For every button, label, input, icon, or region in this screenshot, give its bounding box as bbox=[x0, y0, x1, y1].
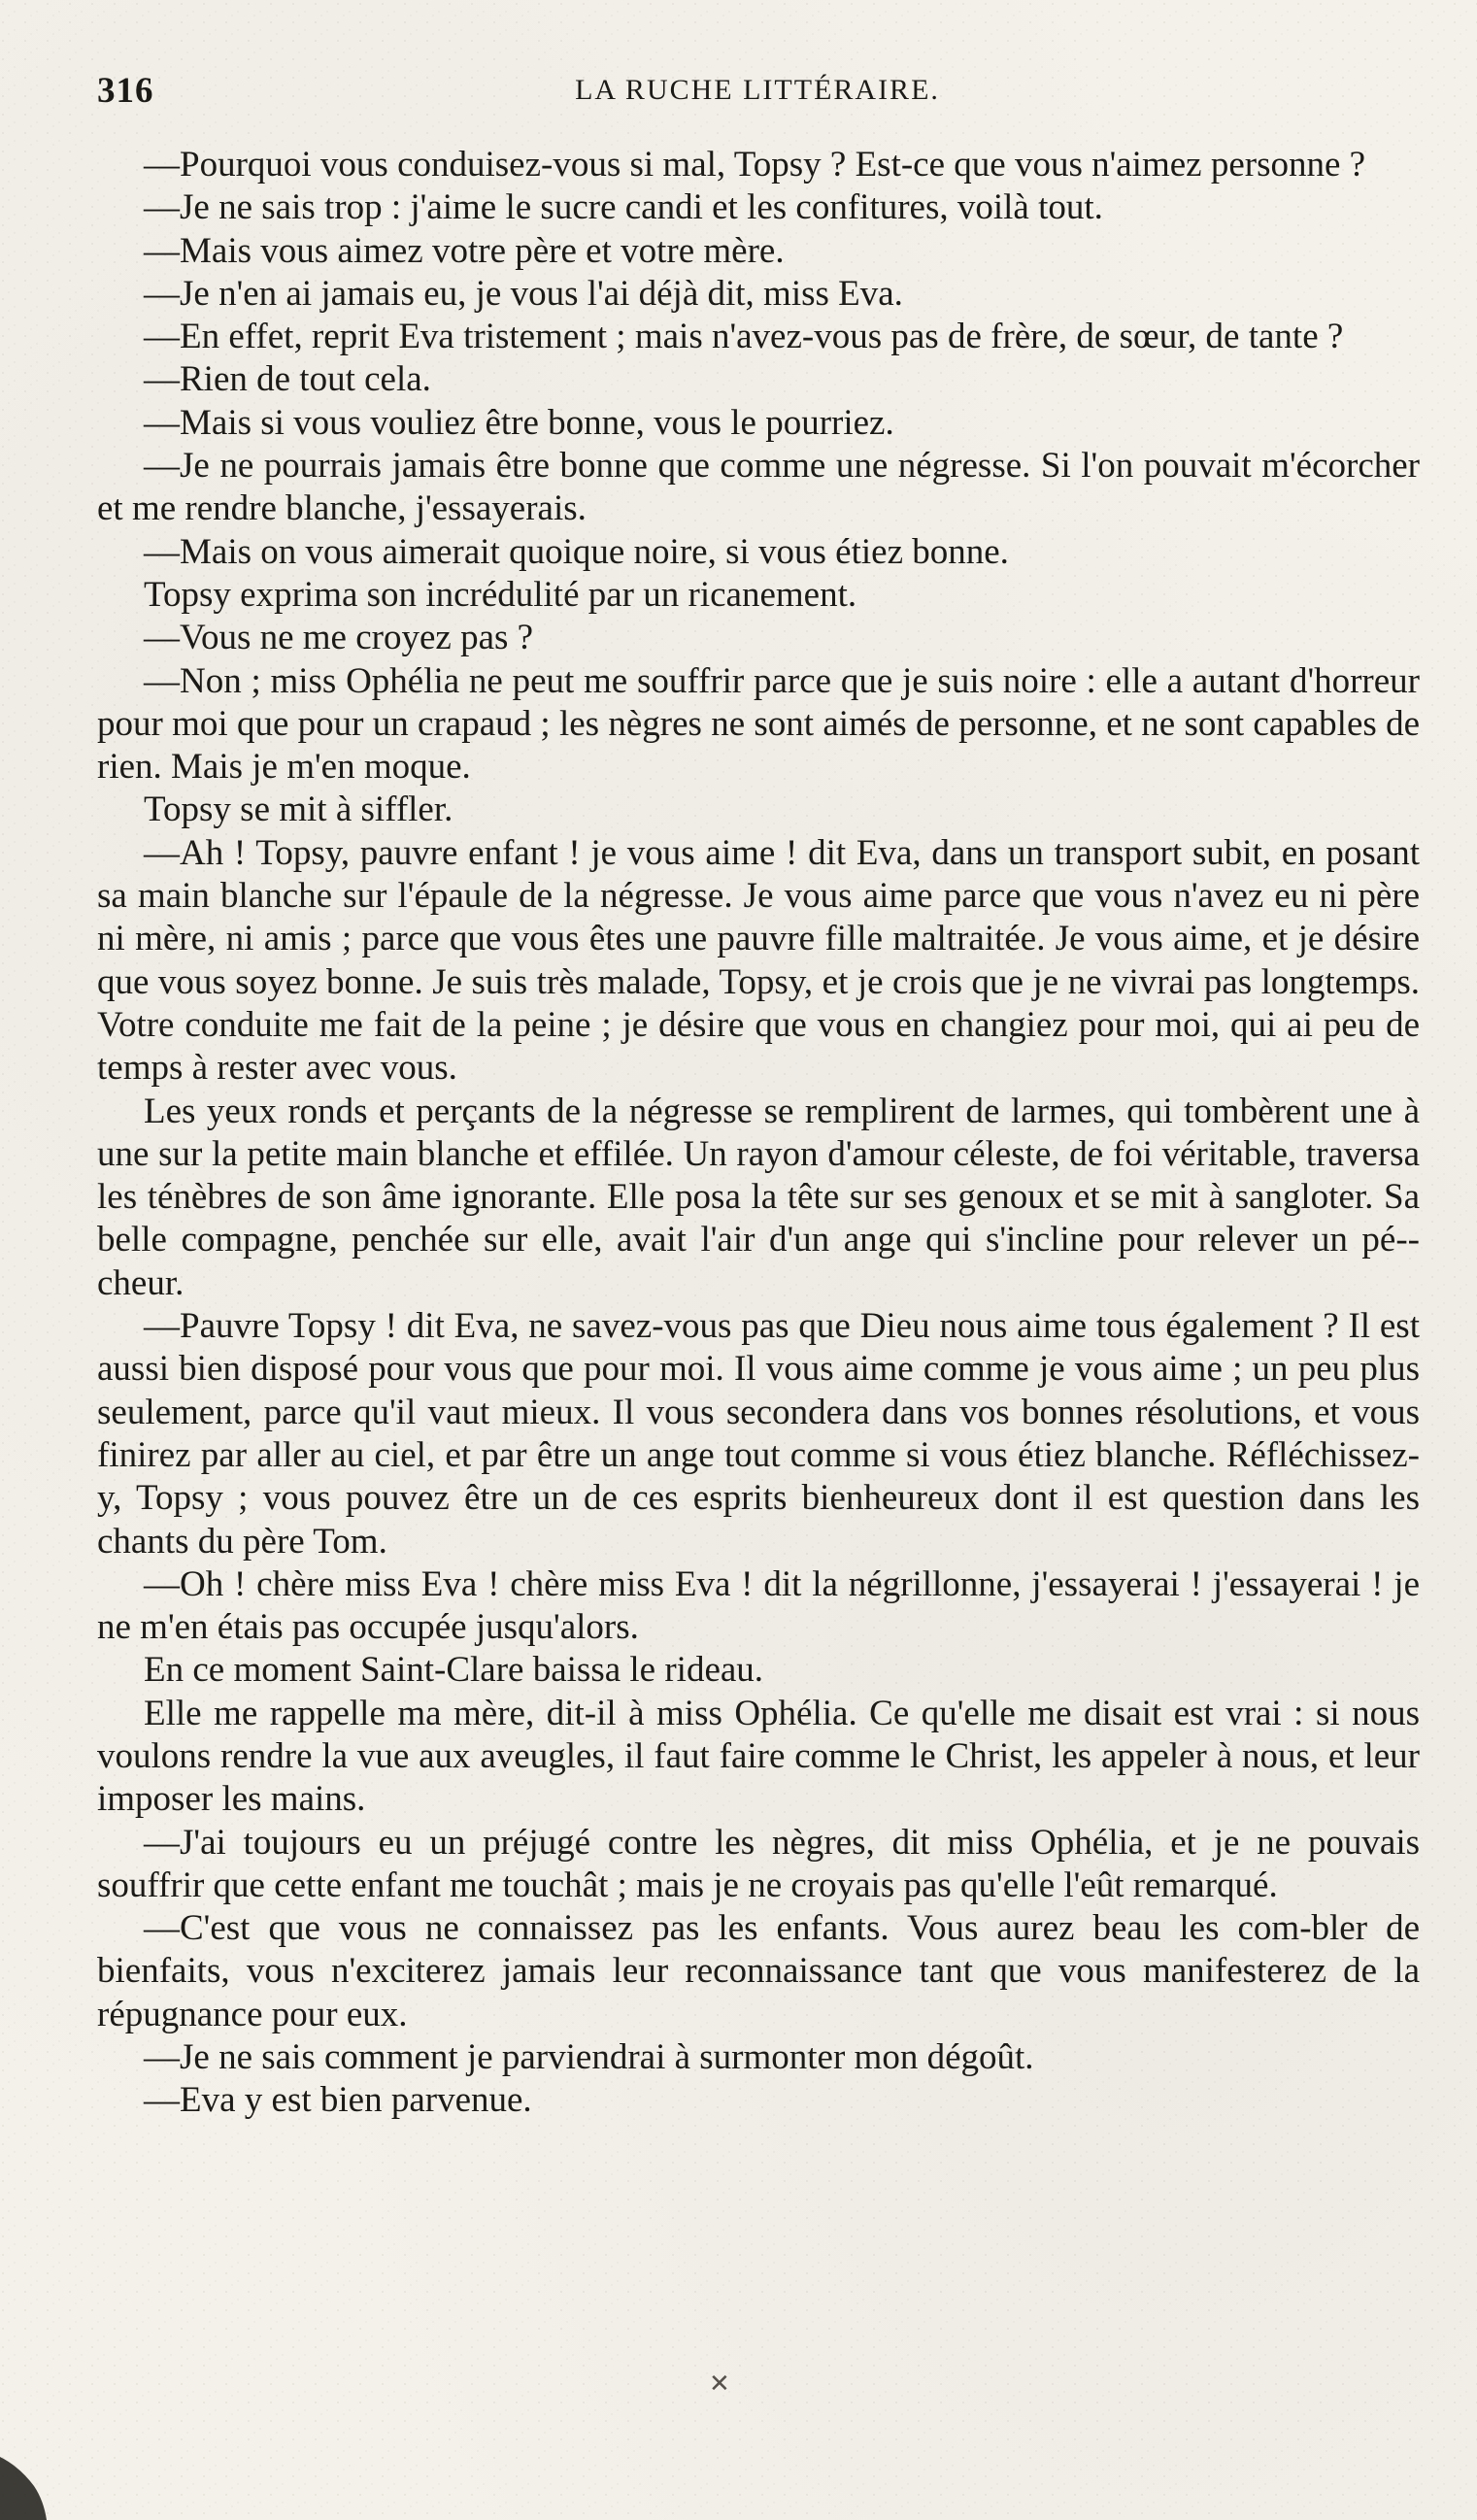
ink-smudge-corner bbox=[0, 2428, 68, 2520]
paragraph: —Je ne sais comment je parviendrai à surmonter mon dégoût. bbox=[144, 2037, 1034, 2078]
paragraph: —Je ne sais trop : j'aime le sucre candi et les confitures, voilà tout. bbox=[144, 187, 1103, 228]
page-number: 316 bbox=[97, 71, 154, 111]
paragraph: —Non ; miss Ophélia ne peut me souffrir parce que je suis noire : elle a autant d'horreur pour moi que pour un crapaud ; les nègres ne sont aimés de personne, et ne sont capables de rien. Mais je m'en moque. bbox=[97, 660, 1420, 788]
paragraph: —C'est que vous ne connaissez pas les enfants. Vous aurez beau les com-bler de bienfaits, vous n'exciterez jamais leur reconnaissance tant que vous manifesterez de la répugnance pour eux. bbox=[97, 1908, 1420, 2034]
paragraph: Les yeux ronds et perçants de la négresse se remplirent de larmes, qui tombèrent une à une sur la petite main blanche et effilée. Un rayon d'amour céleste, de foi véritable, traversa les ténèbres de son âme ignorante. Elle posa la tête sur ses genoux et se mit à sangloter. Sa belle compagne, penchée sur elle, avait l'air d'un ange qui s'incline pour relever un pé-cheur. bbox=[97, 1091, 1420, 1303]
paragraph: —Eva y est bien parvenue. bbox=[144, 2080, 532, 2121]
paragraph: Topsy exprima son incrédulité par un ricanement. bbox=[144, 574, 857, 615]
paragraph: —Ah ! Topsy, pauvre enfant ! je vous aime ! dit Eva, dans un transport subit, en posant sa main blanche sur l'épaule de la négresse. Je vous aime parce que vous n'avez eu ni père ni mère, ni amis ; parce que vous êtes une pauvre fille maltraitée. Je vous aime, et je désire que vous soyez bonne. Je suis très malade, Topsy, et je crois que je ne vivrai pas longtemps. Votre conduite me fait de la peine ; je désire que vous en changiez pour moi, qui ai peu de temps à rester avec vous. bbox=[97, 832, 1420, 1089]
paragraph: —Mais on vous aimerait quoique noire, si vous étiez bonne. bbox=[144, 531, 1009, 572]
paragraph: —Pourquoi vous conduisez-vous si mal, Topsy ? Est-ce que vous n'aimez personne ? bbox=[144, 145, 1366, 185]
paragraph: —Je ne pourrais jamais être bonne que comme une négresse. Si l'on pouvait m'écorcher et me rendre blanche, j'essayerais. bbox=[97, 446, 1420, 529]
body-text bbox=[97, 144, 1420, 2123]
paragraph: Topsy se mit à siffler. bbox=[144, 790, 453, 830]
paragraph: —Mais vous aimez votre père et votre mère. bbox=[144, 230, 785, 271]
paragraph: —J'ai toujours eu un préjugé contre les nègres, dit miss Ophélia, et je ne pouvais souffrir que cette enfant me touchât ; mais je ne croyais pas qu'elle l'eût remarqué. bbox=[97, 1822, 1420, 1905]
paragraph: —Vous ne me croyez pas ? bbox=[144, 618, 534, 658]
paragraph: —Mais si vous vouliez être bonne, vous le pourriez. bbox=[144, 402, 894, 443]
paragraph: —Pauvre Topsy ! dit Eva, ne savez-vous pas que Dieu nous aime tous également ? Il est aussi bien disposé pour vous que pour moi. Il vous aime comme je vous aime ; un peu plus seulement, parce qu'il vaut mieux. Il vous secondera dans vos bonnes résolutions, et vous finirez par aller au ciel, et par être un ange tout comme si vous étiez blanche. Réfléchissez-y, Topsy ; vous pouvez être un de ces esprits bienheureux dont il est question dans les chants du père Tom. bbox=[97, 1306, 1420, 1562]
paragraph: Elle me rappelle ma mère, dit-il à miss Ophélia. Ce qu'elle me disait est vrai : si nous voulons rendre la vue aux aveugles, il faut faire comme le Christ, les appeler à nous, et leur imposer les mains. bbox=[97, 1693, 1420, 1820]
printer-mark: ✕ bbox=[709, 2369, 730, 2398]
page-header bbox=[97, 70, 1418, 118]
paragraph: —Oh ! chère miss Eva ! chère miss Eva ! dit la négrillonne, j'essayerai ! j'essayerai ! je ne m'en étais pas occupée jusqu'alors. bbox=[97, 1563, 1420, 1648]
paragraph: —Rien de tout cela. bbox=[144, 359, 431, 400]
paragraph: —Je n'en ai jamais eu, je vous l'ai déjà dit, miss Eva. bbox=[144, 273, 903, 314]
paragraph: En ce moment Saint-Clare baissa le rideau. bbox=[144, 1650, 764, 1691]
running-title: LA RUCHE LITTÉRAIRE. bbox=[575, 74, 940, 106]
paragraph: —En effet, reprit Eva tristement ; mais n'avez-vous pas de frère, de sœur, de tante ? bbox=[144, 317, 1344, 357]
